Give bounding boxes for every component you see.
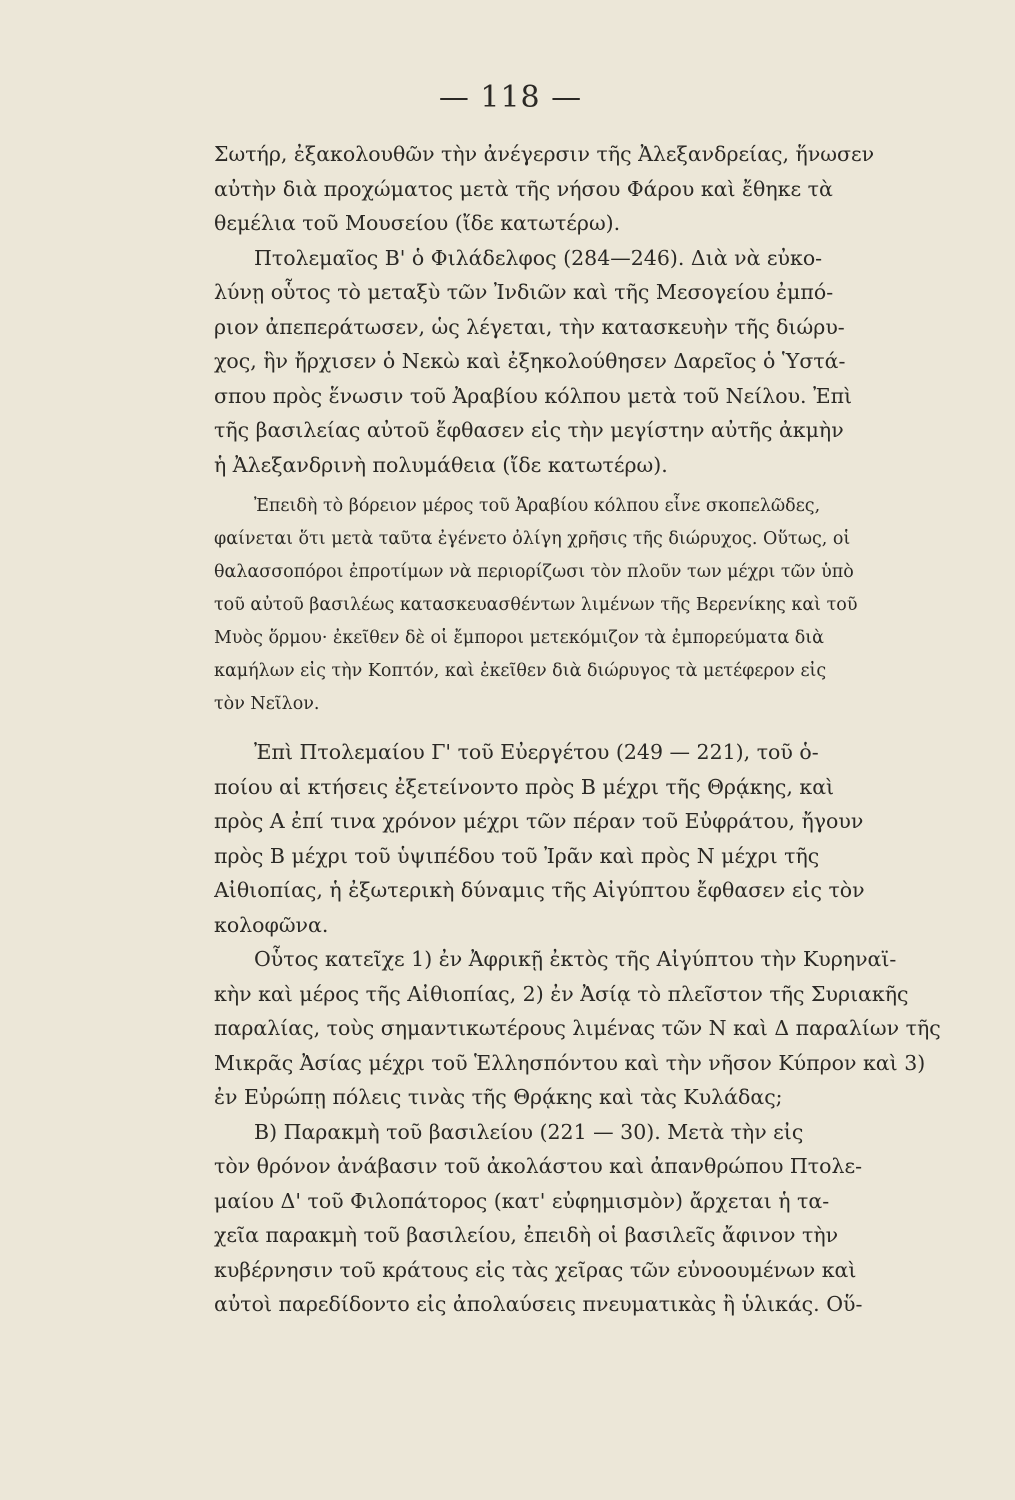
text-line: τὸν θρόνον ἀνάβασιν τοῦ ἀκολάστου καὶ ἀπανθρώπου Πτολε- — [214, 1154, 863, 1178]
text-line: Μυὸς ὅρμου· ἐκεῖθεν δὲ οἱ ἔμποροι μετεκόμιζον τὰ ἐμπορεύματα διὰ — [214, 628, 824, 648]
paragraph-block-2 — [214, 490, 967, 721]
text-line: κυβέρνησιν τοῦ κράτους εἰς τὰς χεῖρας τῶν εὐνοουμένων καὶ — [214, 1257, 857, 1282]
spacer — [214, 721, 967, 735]
text-line: Ἐπὶ Πτολεμαίου Γ' τοῦ Εὐεργέτου (249 — 221), τοῦ ὁ- — [254, 740, 819, 764]
text-line: χεῖα παρακμὴ τοῦ βασιλείου, ἐπειδὴ οἱ βασιλεῖς ἄφινον τὴν — [214, 1223, 839, 1247]
text-line: Σωτήρ, ἐξακολουθῶν τὴν ἀνέγερσιν τῆς Ἀλεξανδρείας, ἥνωσεν — [214, 142, 875, 166]
text-line: πρὸς Α ἐπί τινα χρόνον μέχρι τῶν πέραν τοῦ Εὐφράτου, ἤγουν — [214, 809, 864, 833]
text-line: ἡ Ἀλεξανδρινὴ πολυμάθεια (ἴδε κατωτέρω). — [214, 452, 668, 477]
text-line: χος, ἣν ἤρχισεν ὁ Νεκὼ καὶ ἐξηκολούθησεν Δαρεῖος ὁ Ὑστά- — [214, 349, 846, 373]
text-line: λύνῃ οὗτος τὸ μεταξὺ τῶν Ἰνδιῶν καὶ τῆς Μεσογείου ἐμπό- — [214, 280, 834, 304]
text-line: τὸν Νεῖλον. — [214, 694, 320, 714]
text-line: σπου πρὸς ἕνωσιν τοῦ Ἀραβίου κόλπου μετὰ τοῦ Νείλου. Ἐπὶ — [214, 383, 853, 408]
text-line: Β) Παρακμὴ τοῦ βασιλείου (221 — 30). Μετὰ τὴν εἰς — [254, 1119, 804, 1144]
text-line: Μικρᾶς Ἀσίας μέχρι τοῦ Ἑλλησπόντου καὶ τὴν νῆσον Κύπρον καὶ 3) — [214, 1050, 926, 1075]
page-number: — 118 — — [438, 80, 583, 115]
text-line: θαλασσοπόροι ἐπροτίμων νὰ περιορίζωσι τὸν πλοῦν των μέχρι τῶν ὑπὸ — [214, 562, 854, 582]
paragraph-block-1 — [214, 137, 967, 482]
spacer — [214, 482, 967, 490]
text-line: Πτολεμαῖος Β' ὁ Φιλάδελφος (284—246). Διὰ νὰ εὐκο- — [254, 245, 823, 270]
text-line: πρὸς Β μέχρι τοῦ ὑψιπέδου τοῦ Ἰρᾶν καὶ πρὸς Ν μέχρι τῆς — [214, 843, 820, 868]
text-line: ριον ἀπεπεράτωσεν, ὡς λέγεται, τὴν κατασκευὴν τῆς διώρυ- — [214, 314, 845, 339]
text-line: μαίου Δ' τοῦ Φιλοπάτορος (κατ' εὐφημισμὸν) ἄρχεται ἡ τα- — [214, 1188, 830, 1213]
text-line: κὴν καὶ μέρος τῆς Αἰθιοπίας, 2) ἐν Ἀσίᾳ τὸ πλεῖστον τῆς Συριακῆς — [214, 981, 909, 1006]
text-line: κολοφῶνα. — [214, 912, 329, 937]
text-line: καμήλων εἰς τὴν Κοπτόν, καὶ ἐκεῖθεν διὰ διώρυγος τὰ μετέφερον εἰς — [214, 661, 827, 681]
text-line: τοῦ αὐτοῦ βασιλέως κατασκευασθέντων λιμένων τῆς Βερενίκης καὶ τοῦ — [214, 595, 858, 615]
paragraph-block-3 — [214, 735, 967, 1322]
text-line: ποίου αἱ κτήσεις ἐξετείνοντο πρὸς Β μέχρι τῆς Θρᾴκης, καὶ — [214, 774, 835, 799]
text-line: Αἰθιοπίας, ἡ ἐξωτερικὴ δύναμις τῆς Αἰγύπτου ἔφθασεν εἰς τὸν — [214, 878, 865, 902]
text-line: τῆς βασιλείας αὐτοῦ ἔφθασεν εἰς τὴν μεγίστην αὐτῆς ἀκμὴν — [214, 418, 844, 442]
text-line: Οὗτος κατεῖχε 1) ἐν Ἀφρικῇ ἐκτὸς τῆς Αἰγύπτου τὴν Κυρηναϊ- — [254, 947, 897, 971]
text-line: αὐτοὶ παρεδίδοντο εἰς ἀπολαύσεις πνευματικὰς ἢ ὑλικάς. Οὕ- — [214, 1292, 863, 1316]
text-line: φαίνεται ὅτι μετὰ ταῦτα ἐγένετο ὀλίγη χρῆσις τῆς διώρυχος. Οὕτως, οἱ — [214, 529, 851, 549]
text-line: θεμέλια τοῦ Μουσείου (ἴδε κατωτέρω). — [214, 211, 621, 235]
text-line: ἐν Εὐρώπῃ πόλεις τινὰς τῆς Θρᾴκης καὶ τὰς Κυλάδας; — [214, 1085, 783, 1109]
text-line: αὐτὴν διὰ προχώματος μετὰ τῆς νήσου Φάρου καὶ ἔθηκε τὰ — [214, 176, 833, 201]
text-line: Ἐπειδὴ τὸ βόρειον μέρος τοῦ Ἀραβίου κόλπου εἶνε σκοπελῶδες, — [254, 496, 821, 516]
text-line: παραλίας, τοὺς σημαντικωτέρους λιμένας τῶν Ν καὶ Δ παραλίων τῆς — [214, 1016, 941, 1040]
